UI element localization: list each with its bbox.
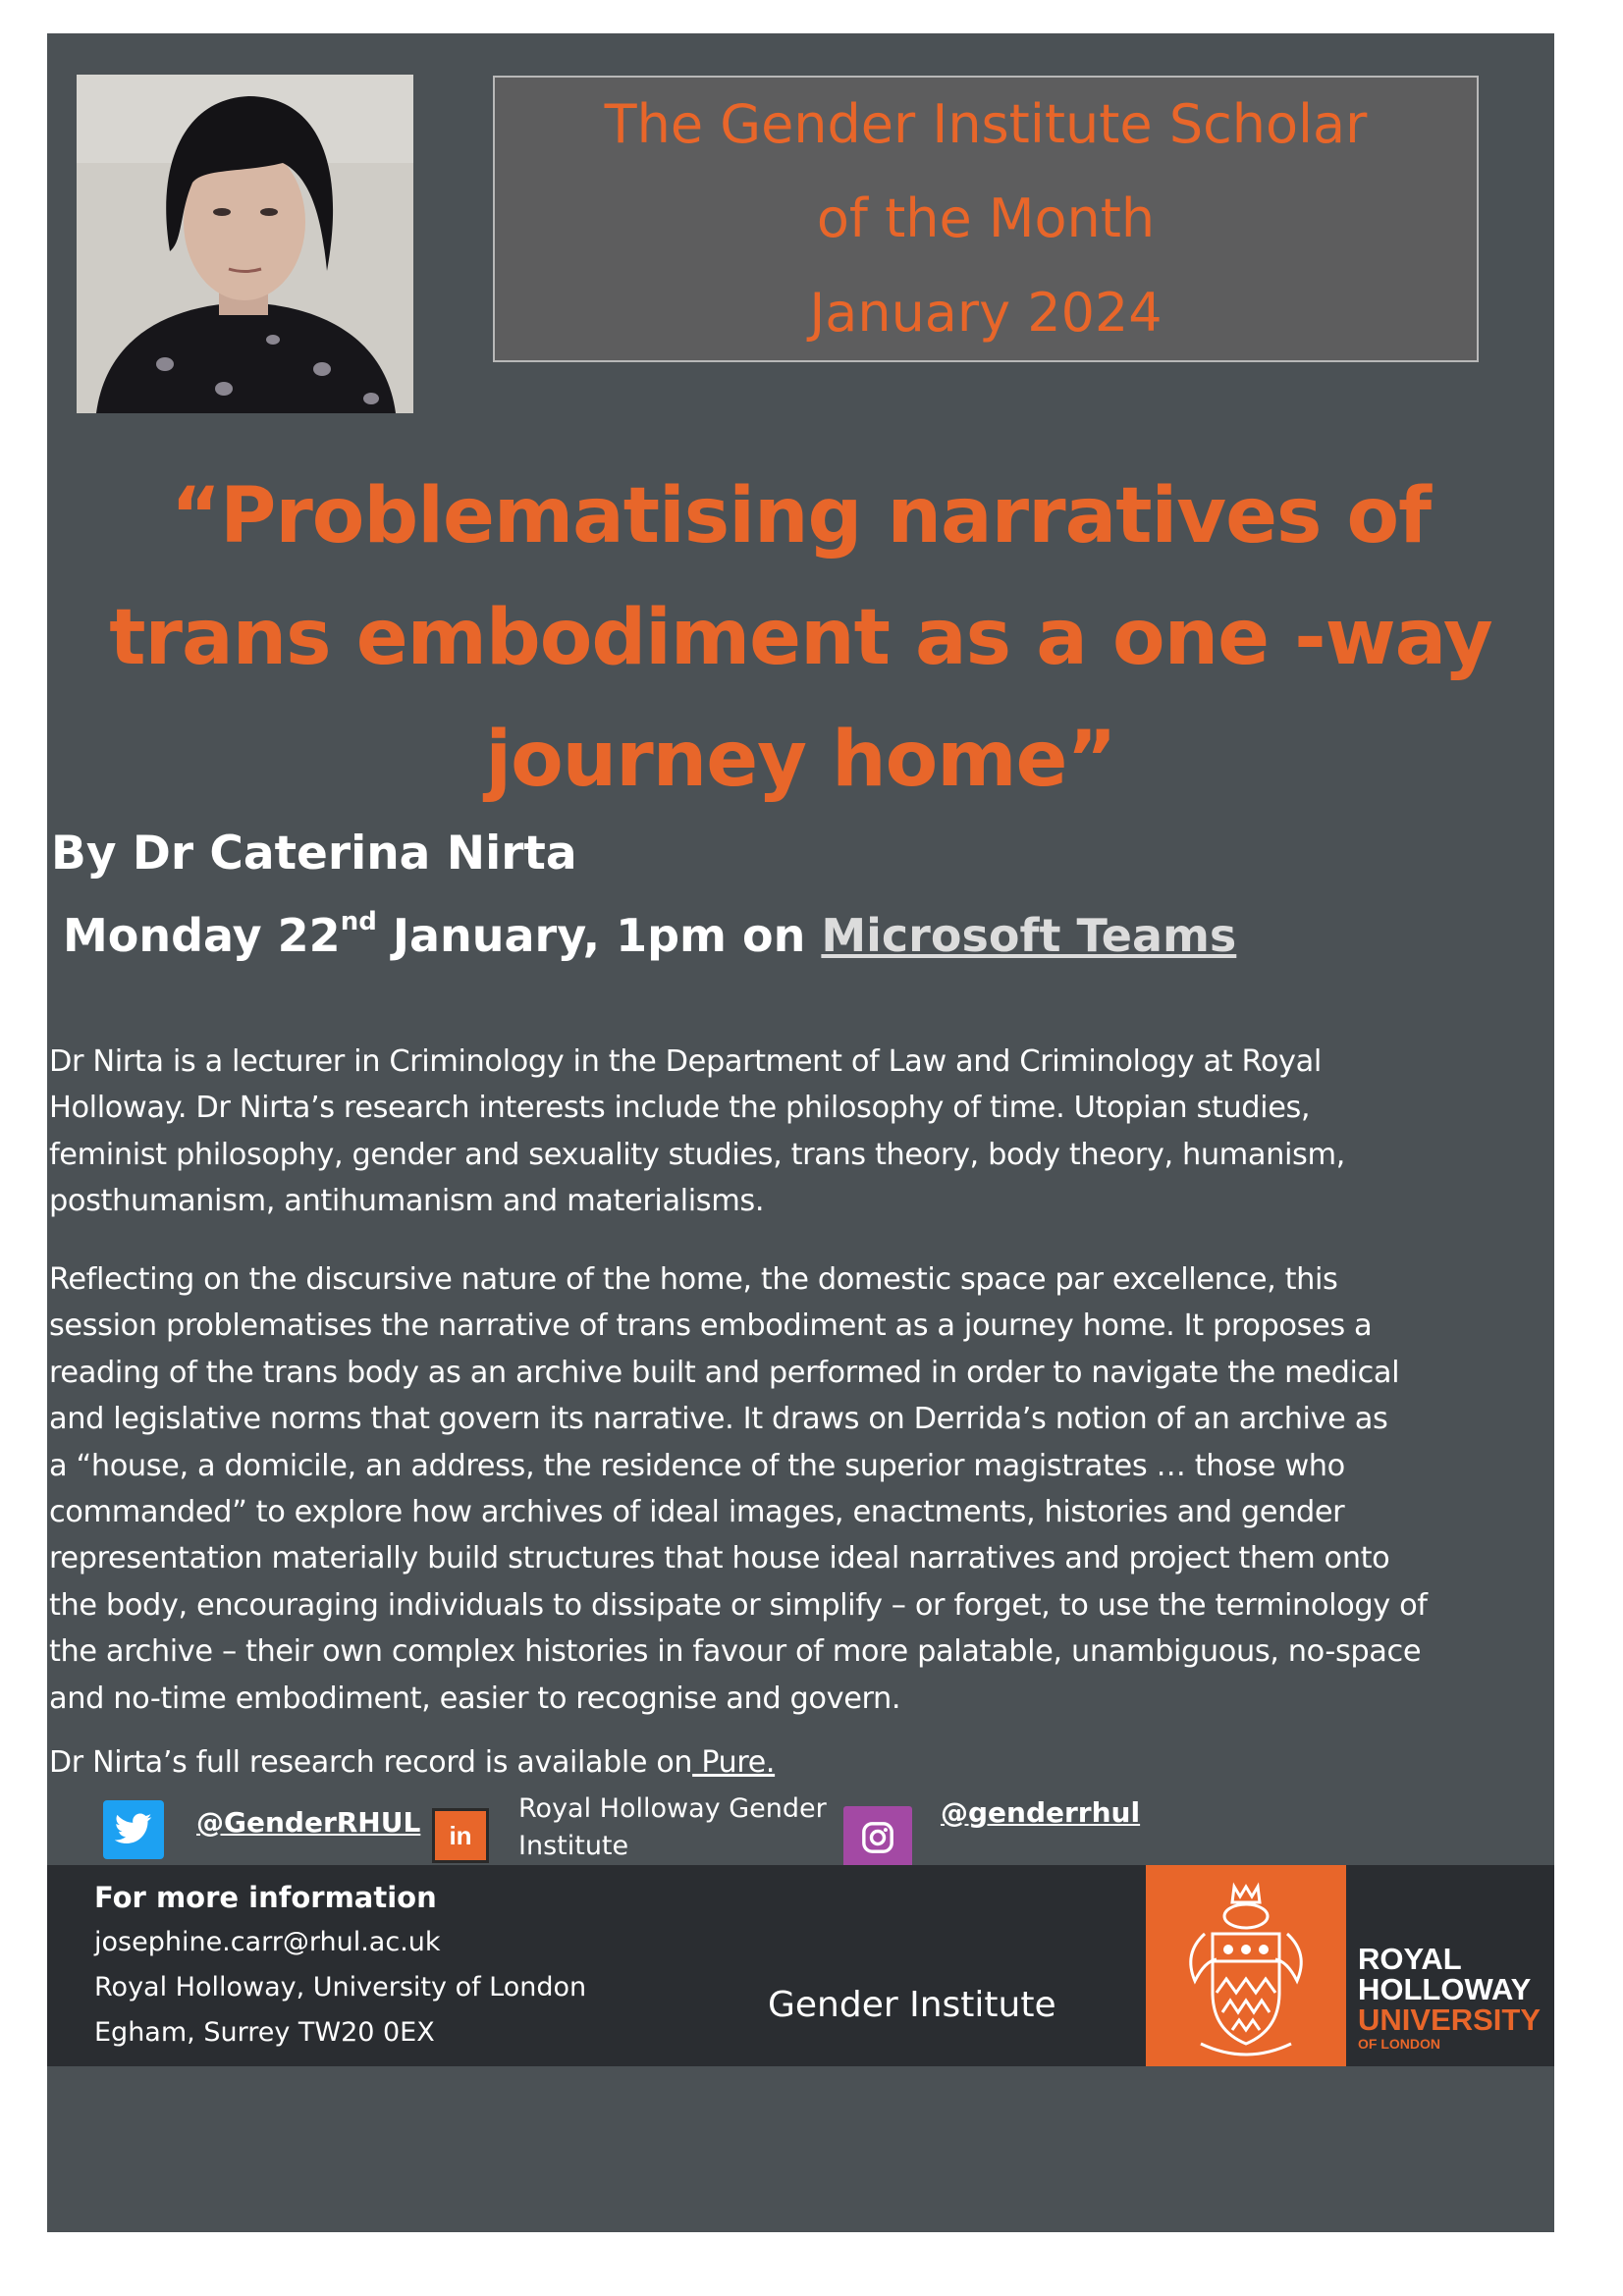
header-line-1: The Gender Institute Scholar — [604, 93, 1368, 155]
abstract-line: a “house, a domicile, an address, the residence of the superior magistrates … those who — [49, 1448, 1345, 1483]
talk-title-line: “Problematising narratives of — [170, 472, 1432, 561]
research-record-text: Dr Nirta’s full research record is available on — [49, 1745, 693, 1780]
scholar-of-month-box — [493, 76, 1479, 362]
twitter-bird-icon[interactable] — [103, 1800, 164, 1859]
linkedin-line: Royal Holloway Gender — [518, 1793, 827, 1824]
gender-institute-label: Gender Institute — [768, 1985, 1056, 2025]
abstract-paragraph — [49, 1256, 1542, 1722]
contact-email[interactable]: josephine.carr@rhul.ac.uk — [94, 1927, 441, 1957]
contact-address-line: Royal Holloway, University of London — [94, 1972, 587, 2002]
talk-title — [47, 455, 1554, 821]
bio-paragraph — [49, 1039, 1542, 1225]
university-crest-icon — [1146, 1865, 1346, 2066]
abstract-line: the archive – their own complex histories in favour of more palatable, unambiguous, no-space — [49, 1634, 1422, 1670]
twitter-handle-link[interactable]: @GenderRHUL — [196, 1806, 421, 1839]
linkedin-icon[interactable] — [432, 1808, 489, 1863]
logo-line: HOLLOWAY — [1358, 1972, 1532, 2006]
abstract-line: the body, encouraging individuals to dissipate or simplify – or forget, to use the terminology of — [49, 1587, 1428, 1623]
logo-line: ROYAL — [1358, 1942, 1462, 1976]
contact-info — [94, 1875, 586, 2056]
event-date-line — [63, 909, 1236, 962]
talk-title-line: journey home” — [485, 716, 1116, 804]
linkedin-icon-label: in — [449, 1820, 472, 1850]
abstract-line: reading of the trans body as an archive built and performed in order to navigate the medical — [49, 1355, 1400, 1390]
abstract-line: Reflecting on the discursive nature of the home, the domestic space par excellence, this — [49, 1262, 1338, 1297]
date-ordinal: nd — [340, 907, 377, 936]
logo-line: OF LONDON — [1358, 2036, 1440, 2052]
research-record-line — [49, 1745, 775, 1780]
bio-line: posthumanism, antihumanism and materialisms. — [49, 1184, 765, 1219]
event-time: January, 1pm on — [376, 909, 822, 962]
linkedin-page-name[interactable] — [518, 1790, 827, 1865]
poster — [47, 33, 1554, 2232]
bio-line: feminist philosophy, gender and sexuality studies, trans theory, body theory, humanism, — [49, 1137, 1345, 1172]
abstract-line: and no-time embodiment, easier to recognise and govern. — [49, 1681, 901, 1716]
header-line-3: January 2024 — [809, 282, 1163, 344]
microsoft-teams-link[interactable]: Microsoft Teams — [821, 909, 1237, 962]
bio-line: Holloway. Dr Nirta’s research interests include the philosophy of time. Utopian studies, — [49, 1091, 1311, 1126]
abstract-line: representation materially build structures that house ideal narratives and project them onto — [49, 1541, 1390, 1576]
speaker-name: By Dr Caterina Nirta — [51, 827, 577, 881]
instagram-camera-icon[interactable] — [843, 1806, 912, 1869]
instagram-handle-link[interactable]: @genderrhul — [941, 1796, 1141, 1829]
speaker-photo — [77, 75, 413, 413]
abstract-line: commanded” to explore how archives of ideal images, enactments, histories and gender — [49, 1495, 1345, 1530]
talk-title-line: trans embodiment as a one -way — [109, 594, 1492, 682]
linkedin-line: Institute — [518, 1831, 629, 1861]
logo-wordmark — [1358, 1944, 1541, 2053]
event-date: Monday 22 — [63, 909, 341, 962]
abstract-line: session problematises the narrative of trans embodiment as a journey home. It proposes a — [49, 1308, 1373, 1344]
royal-holloway-logo — [1346, 1865, 1546, 2066]
contact-heading: For more information — [94, 1881, 437, 1914]
header-line-2: of the Month — [816, 187, 1156, 249]
abstract-line: and legislative norms that govern its narrative. It draws on Derrida’s notion of an archive as — [49, 1402, 1388, 1437]
logo-line: UNIVERSITY — [1358, 2002, 1542, 2037]
contact-address-line: Egham, Surrey TW20 0EX — [94, 2017, 435, 2048]
bio-line: Dr Nirta is a lecturer in Criminology in the Department of Law and Criminology at Royal — [49, 1044, 1322, 1079]
pure-link[interactable]: Pure. — [692, 1745, 776, 1780]
